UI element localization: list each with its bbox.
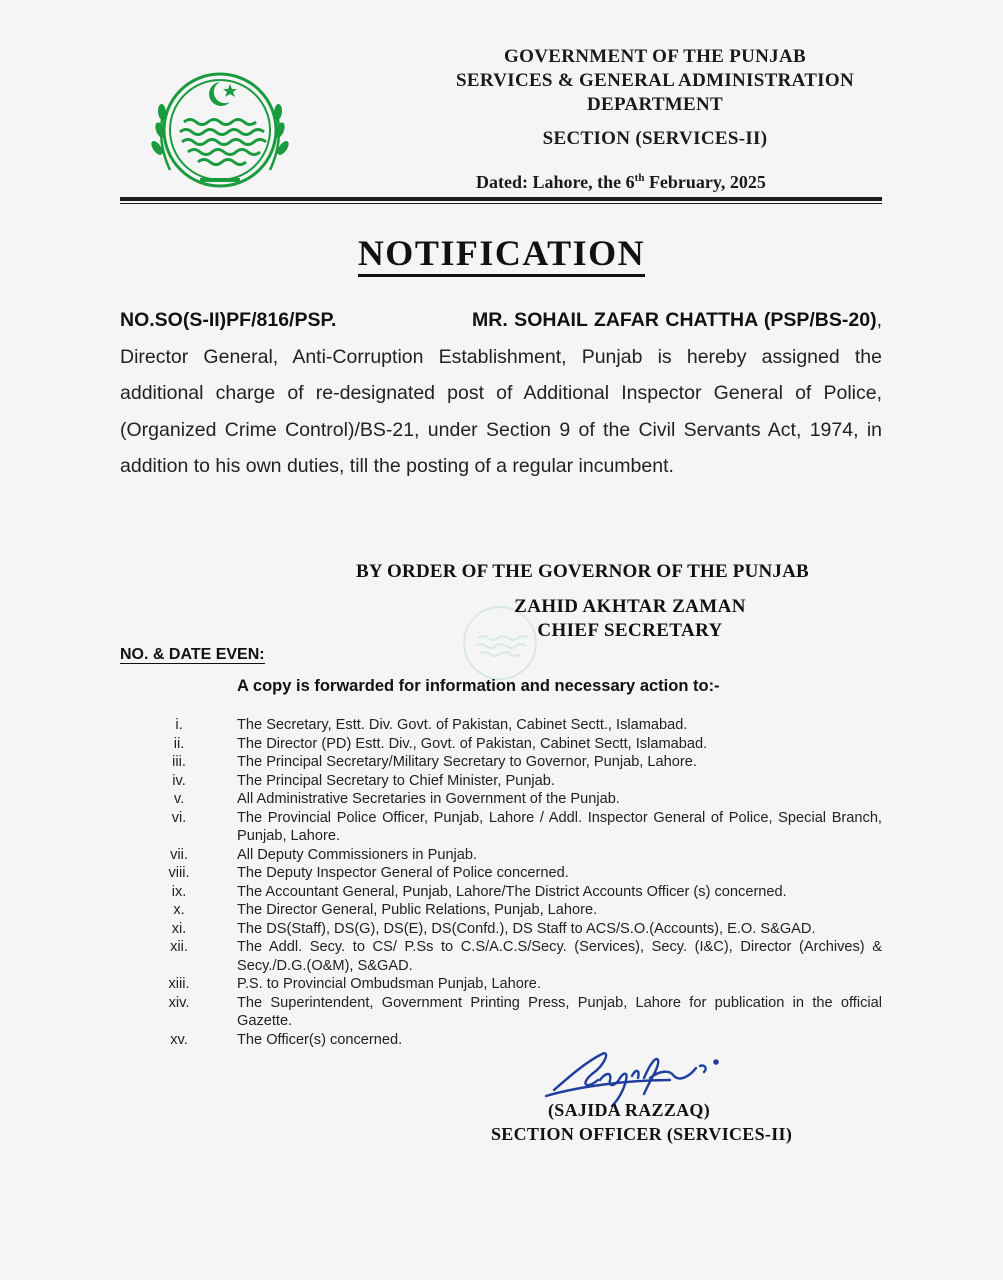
header-divider-thin xyxy=(120,203,882,204)
distribution-item xyxy=(150,920,882,939)
distribution-item-text: The Director (PD) Estt. Div., Govt. of Pakistan, Cabinet Sectt, Islamabad. xyxy=(237,735,708,752)
distribution-item-number: xiii. xyxy=(168,976,190,992)
reference-number: NO.SO(S-II)PF/816/PSP. xyxy=(120,309,337,331)
distribution-item-text: The Provincial Police Officer, Punjab, Lahore / Addl. Inspector General of Police, Special Branch, Punjab, Lahore. xyxy=(237,809,882,844)
distribution-item-number: viii. xyxy=(168,865,190,881)
distribution-item xyxy=(150,1031,882,1050)
distribution-item-number: i. xyxy=(175,717,183,733)
header-section: SECTION (SERVICES-II) xyxy=(542,128,768,149)
chief-secretary-name: ZAHID AKHTAR ZAMAN xyxy=(514,596,746,617)
distribution-item xyxy=(150,753,882,772)
distribution-item-text: The Officer(s) concerned. xyxy=(237,1031,403,1048)
distribution-item-number: vi. xyxy=(171,809,187,826)
distribution-item-text: The Principal Secretary to Chief Minister, Punjab. xyxy=(237,772,555,789)
distribution-item xyxy=(150,846,882,865)
distribution-item xyxy=(150,975,882,994)
distribution-item-text: The DS(Staff), DS(G), DS(E), DS(Confd.), DS Staff to ACS/S.O.(Accounts), E.O. S&GAD. xyxy=(237,920,816,937)
no-date-even: NO. & DATE EVEN: xyxy=(120,646,265,663)
distribution-item xyxy=(150,716,882,735)
distribution-item-text: P.S. to Provincial Ombudsman Punjab, Lahore. xyxy=(237,976,541,992)
punjab-government-logo-icon xyxy=(140,60,300,200)
distribution-item-text: The Principal Secretary/Military Secretary to Governor, Punjab, Lahore. xyxy=(237,754,697,770)
distribution-item xyxy=(150,883,882,902)
distribution-item-text: All Administrative Secretaries in Government of the Punjab. xyxy=(237,791,620,807)
by-order-line: BY ORDER OF THE GOVERNOR OF THE PUNJAB xyxy=(356,561,809,582)
distribution-item-number: x. xyxy=(173,902,185,918)
signatory-title: SECTION OFFICER (SERVICES-II) xyxy=(491,1124,793,1144)
body-text: , Director General, Anti-Corruption Establishment, Punjab is hereby assigned the additional charge of re-designated post of Additional Inspector General of Police, (Organized Crime Control)/BS-21, under Section 9 of the Civil Servants Act, 1974, in addition to his own duties, till the posting of a regular incumbent. xyxy=(120,309,882,477)
distribution-item xyxy=(150,994,882,1031)
distribution-item xyxy=(150,901,882,920)
header-department-line1: SERVICES & GENERAL ADMINISTRATION xyxy=(456,70,854,91)
distribution-item-number: v. xyxy=(173,791,185,807)
chief-secretary-title: CHIEF SECRETARY xyxy=(537,620,723,641)
signatory-name: (SAJIDA RAZZAQ) xyxy=(548,1100,711,1120)
distribution-item xyxy=(150,809,882,846)
date-line: Dated: Lahore, the 6th February, 2025 xyxy=(476,172,766,192)
distribution-item xyxy=(150,938,882,975)
distribution-item xyxy=(150,772,882,791)
header-government: GOVERNMENT OF THE PUNJAB xyxy=(504,46,806,67)
header-divider-thick xyxy=(120,197,882,201)
distribution-item-number: xi. xyxy=(171,920,187,937)
distribution-item-text: The Addl. Secy. to CS/ P.Ss to C.S/A.C.S/Secy. (Services), Secy. (I&C), Director (Archives) & Secy./D.G.(O&M), S&GAD. xyxy=(237,939,882,974)
distribution-item-number: vii. xyxy=(170,846,188,863)
officer-name: MR. SOHAIL ZAFAR CHATTHA (PSP/BS-20) xyxy=(472,309,877,331)
forward-line: A copy is forwarded for information and necessary action to:- xyxy=(237,677,720,695)
header-department-line2: DEPARTMENT xyxy=(586,94,724,115)
distribution-item-number: iv. xyxy=(172,772,186,789)
distribution-item-number: iii. xyxy=(172,754,186,770)
distribution-item-text: All Deputy Commissioners in Punjab. xyxy=(237,846,478,863)
distribution-item-text: The Accountant General, Punjab, Lahore/The District Accounts Officer (s) concerned. xyxy=(237,883,787,900)
distribution-item-number: ix. xyxy=(171,883,187,900)
distribution-item-text: The Deputy Inspector General of Police concerned. xyxy=(237,865,569,881)
distribution-item-text: The Director General, Public Relations, Punjab, Lahore. xyxy=(237,902,598,918)
distribution-item-number: ii. xyxy=(173,735,185,752)
distribution-item-text: The Superintendent, Government Printing Press, Punjab, Lahore for publication in the official Gazette. xyxy=(237,994,882,1029)
distribution-item-number: xii. xyxy=(170,939,188,955)
distribution-item xyxy=(150,790,882,809)
distribution-item-number: xiv. xyxy=(168,994,190,1011)
distribution-item-number: xv. xyxy=(170,1031,188,1048)
notification-body xyxy=(120,302,882,485)
distribution-item xyxy=(150,735,882,754)
distribution-list xyxy=(150,716,882,1049)
distribution-item-text: The Secretary, Estt. Div. Govt. of Pakistan, Cabinet Sectt., Islamabad. xyxy=(237,717,688,733)
distribution-item xyxy=(150,864,882,883)
document-title: NOTIFICATION xyxy=(0,232,1003,274)
